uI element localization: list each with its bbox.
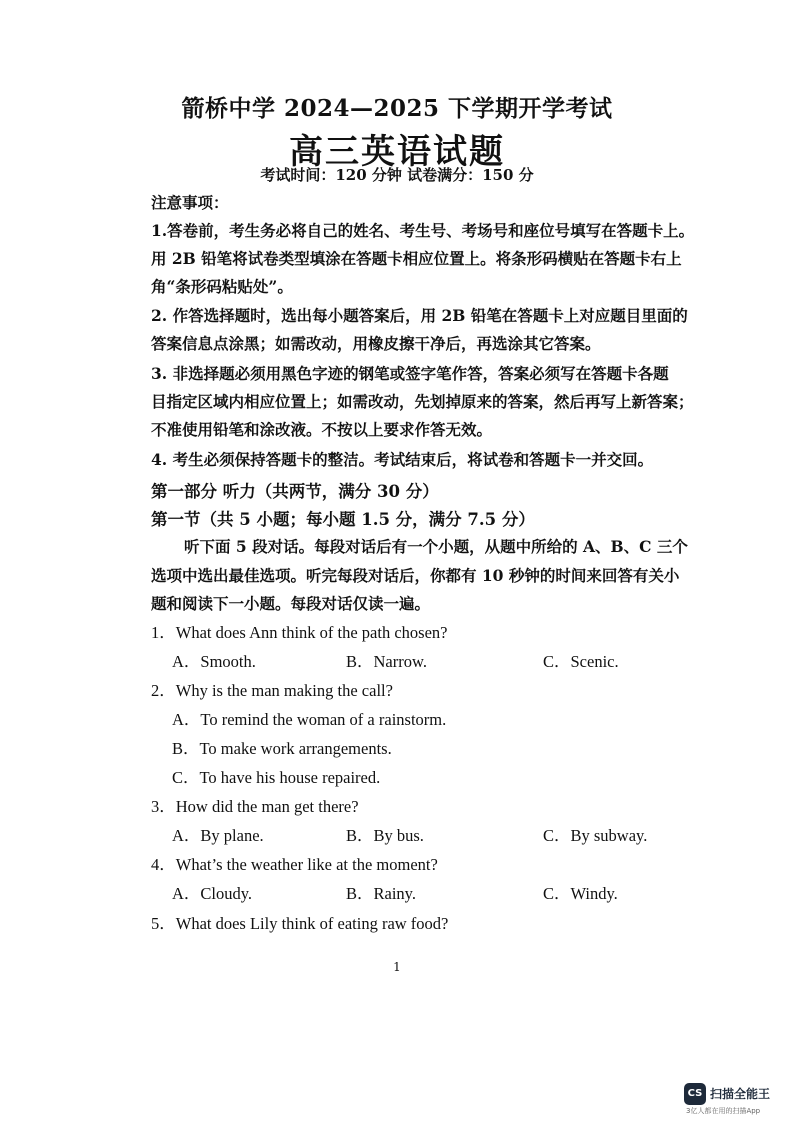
notes-line: 4. 考生必须保持答题卡的整洁。考试结束后，将试卷和答题卡一并交回。	[151, 450, 654, 469]
option-a: A．Smooth.	[172, 652, 256, 671]
notes-line: 用 2B 铅笔将试卷类型填涂在答题卡相应位置上。将条形码横贴在答题卡右上	[151, 249, 682, 268]
option-b: B．Rainy.	[346, 884, 416, 903]
notes-line: 3. 非选择题必须用黑色字迹的钢笔或签字笔作答，答案必须写在答题卡各题	[151, 364, 669, 383]
camscanner-logo-icon: CS	[684, 1083, 706, 1105]
option-c: C．Scenic.	[543, 652, 619, 671]
instruction-line: 选项中选出最佳选项。听完每段对话后，你都有 10 秒钟的时间来回答有关小	[151, 566, 680, 585]
option-b: B．Narrow.	[346, 652, 427, 671]
question-2: 2．Why is the man making the call?	[151, 681, 393, 700]
option-a: A．To remind the woman of a rainstorm.	[172, 710, 447, 729]
option-c: C．By subway.	[543, 826, 648, 845]
scanner-watermark	[684, 1081, 784, 1115]
exam-title: 高三英语试题	[289, 132, 505, 172]
notes-line: 答案信息点涂黑；如需改动，用橡皮擦干净后，再选涂其它答案。	[151, 334, 601, 353]
section-title: 第一节（共 5 小题；每小题 1.5 分，满分 7.5 分）	[151, 510, 535, 529]
question-1: 1．What does Ann think of the path chosen?	[151, 623, 448, 642]
notes-line: 目指定区域内相应位置上；如需改动，先划掉原来的答案，然后再写上新答案；	[151, 392, 694, 411]
instruction-line: 题和阅读下一小题。每段对话仅读一遍。	[151, 594, 431, 613]
page-number: 1	[393, 960, 401, 974]
option-a: A．By plane.	[172, 826, 264, 845]
option-c: C．Windy.	[543, 884, 618, 903]
watermark-subtitle: 3亿人都在用的扫描App	[686, 1107, 761, 1115]
question-4: 4．What’s the weather like at the moment?	[151, 855, 438, 874]
question-5: 5．What does Lily think of eating raw food?	[151, 914, 449, 933]
watermark-brand: 扫描全能王	[710, 1087, 771, 1101]
notes-line: 2. 作答选择题时，选出每小题答案后，用 2B 铅笔在答题卡上对应题目里面的	[151, 306, 688, 325]
notes-line: 1.答卷前，考生务必将自己的姓名、考生号、考场号和座位号填写在答题卡上。	[151, 221, 695, 240]
option-c: C．To have his house repaired.	[172, 768, 381, 787]
notes-line: 不准使用铅笔和涂改液。不按以上要求作答无效。	[151, 420, 493, 439]
part-title: 第一部分 听力（共两节，满分 30 分）	[151, 482, 439, 501]
notes-heading: 注意事项：	[151, 193, 229, 212]
exam-meta: 考试时间：120 分钟 试卷满分：150 分	[260, 166, 534, 184]
option-a: A．Cloudy.	[172, 884, 253, 903]
question-3: 3．How did the man get there?	[151, 797, 359, 816]
option-b: B．To make work arrangements.	[172, 739, 392, 758]
notes-line: 角“条形码粘贴处”。	[151, 277, 293, 296]
option-b: B．By bus.	[346, 826, 424, 845]
school-title: 箭桥中学 2024—2025 下学期开学考试	[181, 95, 613, 122]
instruction-line: 听下面 5 段对话。每段对话后有一个小题，从题中所给的 A、B、C 三个	[184, 537, 688, 556]
